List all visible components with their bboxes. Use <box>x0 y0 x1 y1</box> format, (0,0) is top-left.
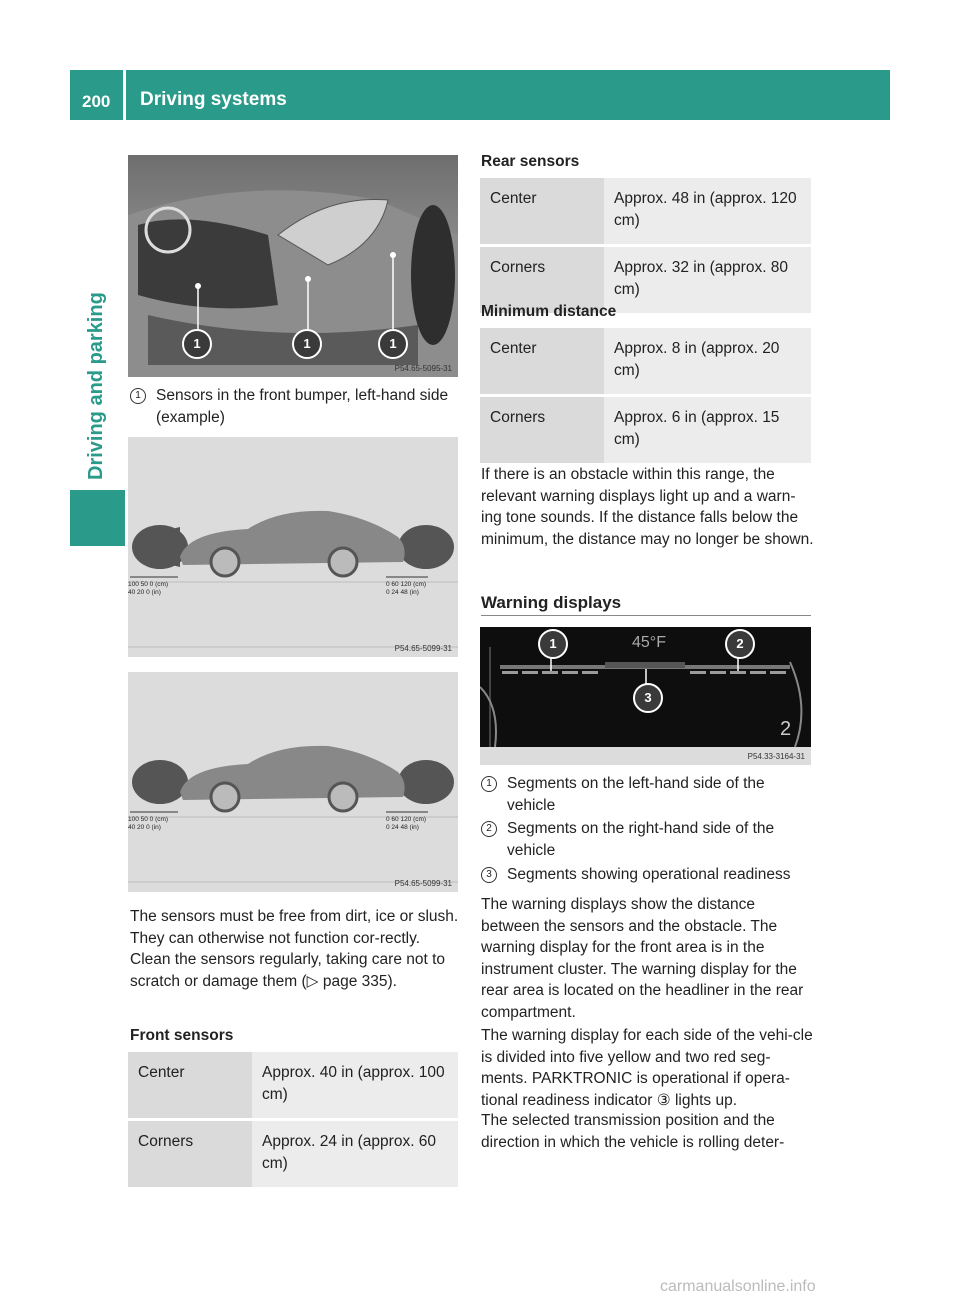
caption-text: Segments showing operational readiness <box>507 866 791 883</box>
minimum-distance-table <box>480 328 811 466</box>
figure-code: P54.65-5099-31 <box>394 644 452 653</box>
scale-front-cm: 100 50 0 (cm) <box>128 816 169 823</box>
table-row <box>128 1052 458 1120</box>
callout-1: 1 <box>182 329 212 359</box>
watermark: carmanualsonline.info <box>660 1278 816 1295</box>
table-row <box>128 1120 458 1189</box>
figure-code: P54.33-3164-31 <box>747 752 805 761</box>
callout-3: 3 <box>633 683 663 713</box>
sensor-range-figure-1 <box>128 437 458 657</box>
side-tab-label: Driving and parking <box>85 292 107 480</box>
table-key: Center <box>480 328 604 396</box>
header-divider <box>123 70 126 120</box>
caption-marker: 1 <box>481 776 497 792</box>
front-caption <box>130 385 458 429</box>
table-value: Approx. 8 in (approx. 20 cm) <box>604 328 811 396</box>
table-value: Approx. 40 in (approx. 100 cm) <box>252 1052 458 1120</box>
table-row <box>480 396 811 465</box>
para-obstacle: If there is an obstacle within this range, the relevant warning displays light up and a warn-ing tone sounds. If the distance falls below the minimum, the distance may no longer be shown. <box>481 466 814 548</box>
sensor-range-illustration-1 <box>128 437 458 657</box>
caption-text: Segments on the left-hand side of the vehicle <box>507 775 765 814</box>
scale-rear-cm: 0 60 120 (cm) <box>386 581 427 588</box>
callout-1: 1 <box>378 329 408 359</box>
scale-rear-in: 0 24 48 (in) <box>386 589 419 596</box>
sensor-range-illustration-2 <box>128 672 458 892</box>
callout-1: 1 <box>538 629 568 659</box>
caption-marker: 1 <box>130 388 146 404</box>
rear-sensors-table <box>480 178 811 316</box>
table-value: Approx. 24 in (approx. 60 cm) <box>252 1120 458 1189</box>
table-value: Approx. 6 in (approx. 15 cm) <box>604 396 811 465</box>
figure-code: P54.65-5099-31 <box>394 879 452 888</box>
front-bumper-figure <box>128 155 458 377</box>
table-key: Corners <box>480 246 604 315</box>
caption-text: Segments on the right-hand side of the vehicle <box>507 820 775 859</box>
callout-2: 2 <box>725 629 755 659</box>
instrument-cluster-figure <box>480 627 811 765</box>
scale-front-cm: 100 50 0 (cm) <box>128 581 169 588</box>
caption-marker: 2 <box>481 821 497 837</box>
sensor-range-figure-2 <box>128 672 458 892</box>
scale-front-in: 40 20 0 (in) <box>128 589 161 596</box>
warning-caption-3 <box>481 864 814 886</box>
scale-front-in: 40 20 0 (in) <box>128 824 161 831</box>
scale-rear-cm: 0 60 120 (cm) <box>386 816 427 823</box>
section-rule <box>481 615 811 616</box>
table-key: Corners <box>128 1120 252 1189</box>
caption-marker: 3 <box>481 867 497 883</box>
table-key: Center <box>128 1052 252 1120</box>
front-sensors-table <box>128 1052 458 1190</box>
page-title: Driving systems <box>140 89 287 110</box>
front-sensors-heading: Front sensors <box>130 1027 234 1044</box>
cluster-temperature: 45°F <box>632 634 666 651</box>
figure-code: P54.65-5095-31 <box>394 364 452 373</box>
callout-1: 1 <box>292 329 322 359</box>
table-value: Approx. 48 in (approx. 120 cm) <box>604 178 811 246</box>
table-value: Approx. 32 in (approx. 80 cm) <box>604 246 811 315</box>
warning-caption-1 <box>481 773 814 817</box>
minimum-distance-heading: Minimum distance <box>481 303 617 320</box>
scale-rear-in: 0 24 48 (in) <box>386 824 419 831</box>
caption-text: Sensors in the front bumper, left-hand side (example) <box>156 387 449 426</box>
warning-caption-2 <box>481 818 814 862</box>
para-clean-sensors: The sensors must be free from dirt, ice or slush. They can otherwise not function cor-rectly. Clean the sensors regularly, taking care not to scratch or damage them (▷ page 335). <box>130 908 459 990</box>
para-transmission: The selected transmission position and the direction in which the vehicle is rolling deter- <box>481 1112 785 1151</box>
svg-text:2: 2 <box>780 718 792 740</box>
para-warning-displays: The warning displays show the distance between the sensors and the obstacle. The warning display for the front area is in the instrument cluster. The warning display for the rear area is located on the headliner in the rear compartment. <box>481 896 804 1021</box>
page-number: 200 <box>82 92 111 111</box>
para-segments: The warning display for each side of the vehi-cle is divided into five yellow and two red seg-ments. PARKTRONIC is operational if opera-tional readiness indicator ③ lights up. <box>481 1027 813 1109</box>
side-tab-block <box>70 490 125 546</box>
table-row <box>480 328 811 396</box>
table-key: Corners <box>480 396 604 465</box>
table-row <box>480 178 811 246</box>
warning-displays-heading: Warning displays <box>481 593 622 612</box>
table-key: Center <box>480 178 604 246</box>
rear-sensors-heading: Rear sensors <box>481 153 580 170</box>
